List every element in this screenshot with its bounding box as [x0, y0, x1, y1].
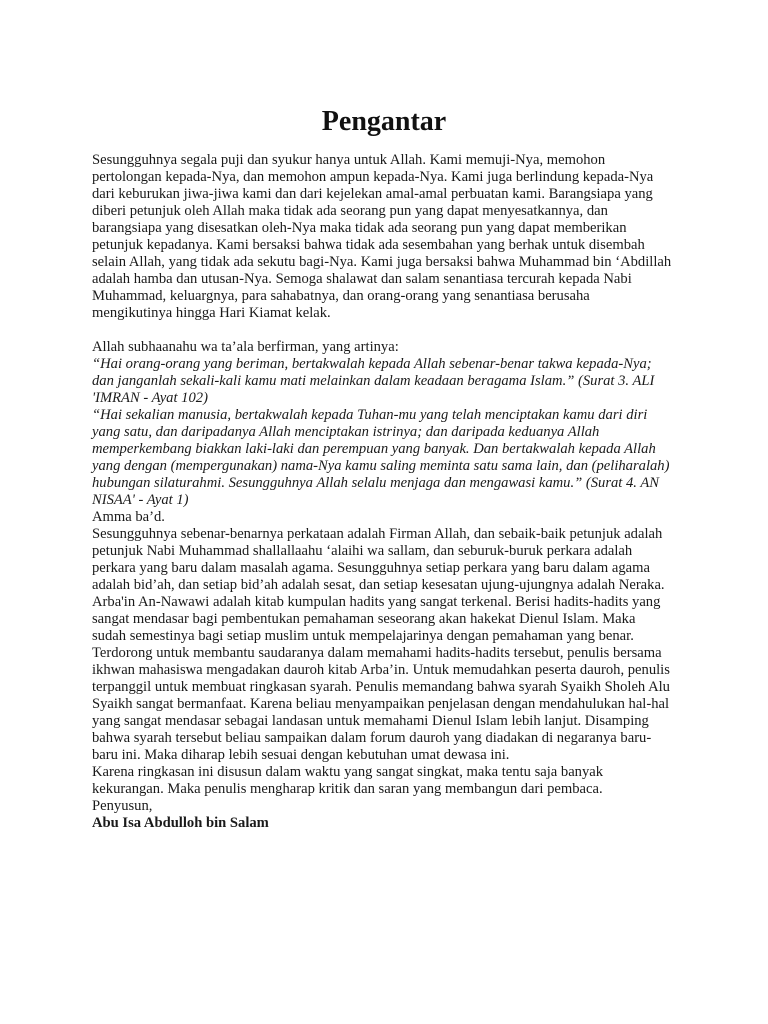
verse-intro-line: Allah subhaanahu wa ta’ala berfirman, yang artinya: [92, 339, 399, 355]
paragraph-kekurangan: Karena ringkasan ini disusun dalam waktu yang sangat singkat, maka tentu saja banyak kekurangan. Maka penulis mengharap kritik dan saran yang membangun dari pembaca. [92, 764, 604, 797]
closing-line: Penyusun, [92, 798, 153, 814]
page-title: Pengantar [321, 106, 447, 137]
opening-paragraph: Sesungguhnya segala puji dan syukur hanya untuk Allah. Kami memuji-Nya, memohon pertolongan kepada-Nya, dan memohon ampun kepada-Nya. Kami juga berlindung kepada-Nya dari keburukan jiwa-jiwa kami dan dari kejelekan amal-amal perbuatan kami. Barangsiapa yang diberi petunjuk oleh Allah maka tidak ada seorang pun yang dapat menyesatkannya, dan barangsiapa yang disesatkan oleh-Nya maka tidak ada seorang pun yang dapat memberikan petunjuk kepadanya. Kami bersaksi bahwa tidak ada sesembahan yang berhak untuk disembah selain Allah, yang tidak ada sekutu bagi-Nya. Kami juga bersaksi bahwa Muhammad bin ‘Abdillah adalah hamba dan utusan-Nya. Semoga shalawat dan salam senantiasa tercurah kepada Nabi Muhammad, keluargnya, para sahabatnya, dan orang-orang yang senantiasa berusaha mengikutinya hingga Hari Kiamat kelak. [92, 152, 672, 321]
paragraph-arbain: Arba'in An-Nawawi adalah kitab kumpulan hadits yang sangat terkenal. Berisi hadits-hadits yang sangat mendasar bagi pembentukan pemahaman seseorang akan hakekat Dienul Islam. Maka sudah semestinya bagi setiap muslim untuk mempelajarinya dengan pemahaman yang benar. Terdorong untuk membantu saudaranya dalam memahami hadits-hadits tersebut, penulis bersama ikhwan mahasiswa mengadakan dauroh kitab Arba’in. Untuk memudahkan peserta dauroh, penulis terpanggil untuk membuat ringkasan syarah. Penulis memandang bahwa syarah Syaikh Sholeh Alu Syaikh sangat bermanfaat. Karena beliau menyampaikan penjelasan dengan mendahulukan hal-hal yang sangat mendasar sebagai landasan untuk memahami Dienul Islam lebih lanjut. Disamping bahwa syarah tersebut beliau sampaikan dalam forum dauroh yang diadakan di negaranya baru-baru ini. Maka diharap lebih sesuai dengan kebutuhan umat dewasa ini. [92, 594, 670, 763]
amma-bad-line: Amma ba’d. [92, 509, 165, 525]
author-name: Abu Isa Abdulloh bin Salam [92, 815, 269, 831]
document-body [92, 152, 672, 832]
paragraph-firman-allah: Sesungguhnya sebenar-benarnya perkataan adalah Firman Allah, dan sebaik-baik petunjuk adalah petunjuk Nabi Muhammad shallallaahu ‘alaihi wa sallam, dan seburuk-buruk perkara adalah perkara yang baru dalam masalah agama. Sesungguhnya setiap perkara yang baru dalam agama adalah bid’ah, dan setiap bid’ah adalah sesat, dan setiap kesesatan ujung-ujungnya adalah Neraka. [92, 526, 665, 593]
quote-ali-imran: “Hai orang-orang yang beriman, bertakwalah kepada Allah sebenar-benar takwa kepada-Nya; dan janganlah sekali-kali kamu mati melainkan dalam keadaan beragama Islam.” (Surat 3. ALI 'IMRAN - Ayat 102) [92, 356, 655, 406]
paragraph-gap [92, 322, 672, 339]
quote-an-nisaa: “Hai sekalian manusia, bertakwalah kepada Tuhan-mu yang telah menciptakan kamu dari diri yang satu, dan daripadanya Allah menciptakan istrinya; dan daripada keduanya Allah memperkembang biakkan laki-laki dan perempuan yang banyak. Dan bertakwalah kepada Allah yang dengan (mempergunakan) nama-Nya kamu saling meminta satu sama lain, dan (peliharalah) hubungan silaturahmi. Sesungguhnya Allah selalu menjaga dan mengawasi kamu.” (Surat 4. AN NISAA' - Ayat 1) [92, 407, 670, 508]
